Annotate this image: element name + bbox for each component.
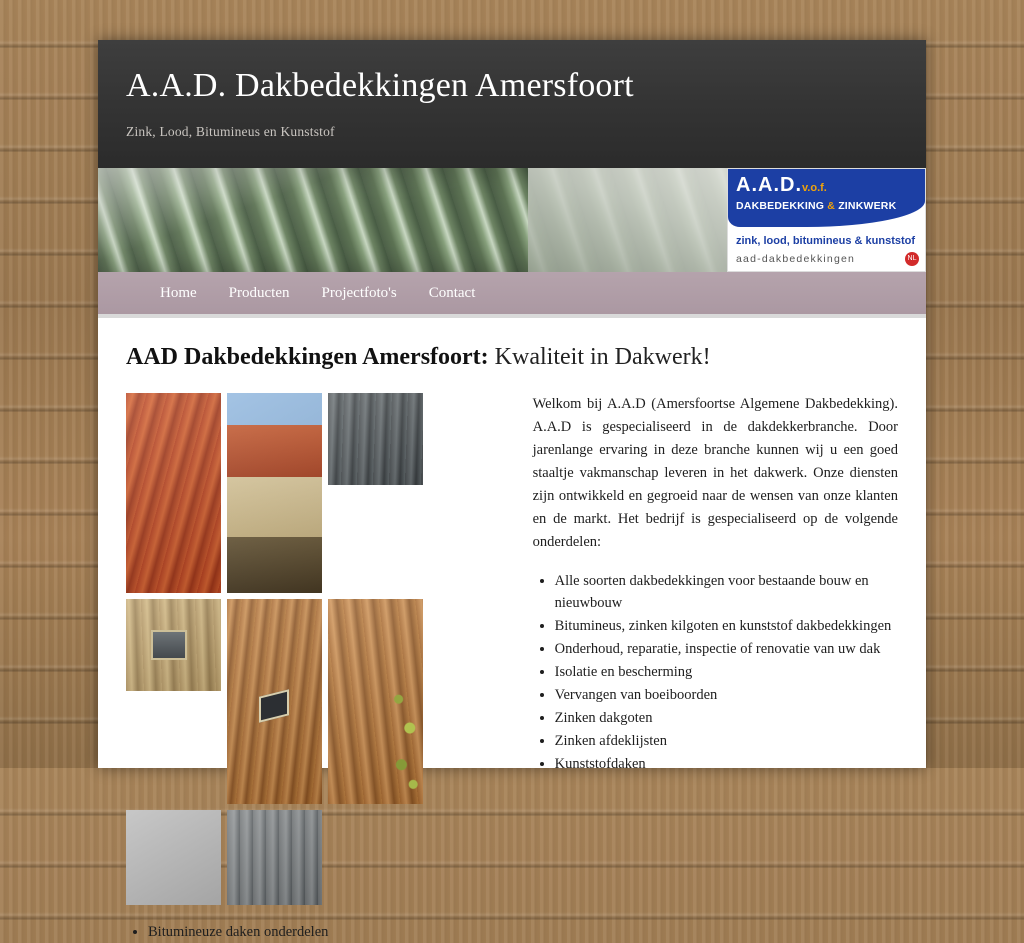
gallery-image-cedar-shake-roof-window[interactable] bbox=[227, 599, 322, 804]
site-title: A.A.D. Dakbedekkingen Amersfoort bbox=[126, 67, 634, 104]
logo-aad-text bbox=[736, 174, 827, 197]
intro-paragraph: Welkom bij A.A.D (Amersfoortse Algemene Dakbedekking). A.A.D is gespecialiseerd in de dakdekkerbranche. Door jarenlange ervaring in deze branche kunnen wij u een goed staaltje vakmanschap leveren in het dakwerk. Onze diensten zijn ontwikkeld en gegroeid naar de wensen van onze klanten en de markt. Het bedrijf is gespecialiseerd op de volgende onderdelen: bbox=[532, 396, 898, 550]
logo-badge-icon: NL bbox=[905, 252, 919, 266]
services-list bbox=[533, 570, 898, 775]
website-page bbox=[98, 40, 926, 940]
list-item: • Alle soorten dakbedekkingen voor bestaande bouw en nieuwbouw bbox=[555, 570, 898, 614]
page-title bbox=[126, 344, 898, 371]
list-item: • Bitumineuze daken onderdelen bbox=[148, 921, 898, 943]
gallery-image-house-with-orange-roof[interactable] bbox=[227, 393, 322, 593]
logo-subtitle-line bbox=[736, 200, 896, 212]
logo-materials-line: zink, lood, bitumineus & kunststof bbox=[736, 235, 916, 247]
content-columns bbox=[126, 393, 898, 905]
list-item: • Zinken afdeklijsten bbox=[555, 730, 898, 752]
company-logo bbox=[727, 168, 926, 272]
logo-name: A.A.D. bbox=[736, 174, 802, 196]
gallery-image-cedar-roof-with-ivy[interactable] bbox=[328, 599, 423, 804]
logo-line2-a: DAKBEDEKKING bbox=[736, 200, 828, 212]
list-item: • Bitumineus, zinken kilgoten en kunststof dakbedekkingen bbox=[555, 615, 898, 637]
gallery-image-roof-terracotta-tiles[interactable] bbox=[126, 393, 221, 593]
logo-website-text: aad-dakbedekkingen bbox=[736, 253, 856, 265]
page-title-strong: AAD Dakbedekkingen Amersfoort: bbox=[126, 344, 489, 370]
list-item: • Isolatie en bescherming bbox=[555, 661, 898, 683]
nav-item-producten[interactable]: Producten bbox=[228, 284, 290, 301]
bottom-services-list bbox=[126, 921, 898, 943]
list-item: • Onderhoud, reparatie, inspectie of renovatie van uw dak bbox=[555, 638, 898, 660]
page-title-rest: Kwaliteit in Dakwerk! bbox=[488, 344, 711, 370]
ivy-detail bbox=[393, 673, 421, 804]
nav-item-home[interactable]: Home bbox=[160, 284, 197, 301]
nav-item-contact[interactable]: Contact bbox=[428, 284, 476, 301]
list-item: • Vervangen van boeiboorden bbox=[555, 684, 898, 706]
logo-line2-b: ZINKWERK bbox=[835, 200, 897, 212]
gallery-image-dark-slate-shingles[interactable] bbox=[328, 393, 423, 485]
list-item: • Zinken dakgoten bbox=[555, 707, 898, 729]
dormer-detail bbox=[151, 630, 187, 660]
site-tagline: Zink, Lood, Bitumineus en Kunststof bbox=[126, 124, 335, 139]
main-navigation bbox=[98, 272, 926, 318]
gallery-image-brick-and-tile-detail[interactable] bbox=[126, 810, 221, 905]
list-item: • Kunststofdaken bbox=[555, 753, 898, 775]
logo-suffix: v.o.f. bbox=[802, 182, 827, 194]
banner-snow-area bbox=[528, 168, 728, 272]
nav-item-projectfotos[interactable]: Projectfoto's bbox=[321, 284, 397, 301]
photo-gallery bbox=[126, 393, 511, 905]
roof-window-detail bbox=[259, 690, 289, 723]
banner bbox=[98, 168, 926, 272]
text-column bbox=[533, 393, 898, 905]
gallery-image-grey-slate-roof[interactable] bbox=[227, 810, 322, 905]
page-content bbox=[98, 318, 926, 943]
banner-roof-photo bbox=[98, 168, 728, 272]
logo-line2-amp: & bbox=[827, 200, 836, 212]
site-header bbox=[98, 40, 926, 168]
gallery-image-light-wood-shingles-dormer[interactable] bbox=[126, 599, 221, 691]
